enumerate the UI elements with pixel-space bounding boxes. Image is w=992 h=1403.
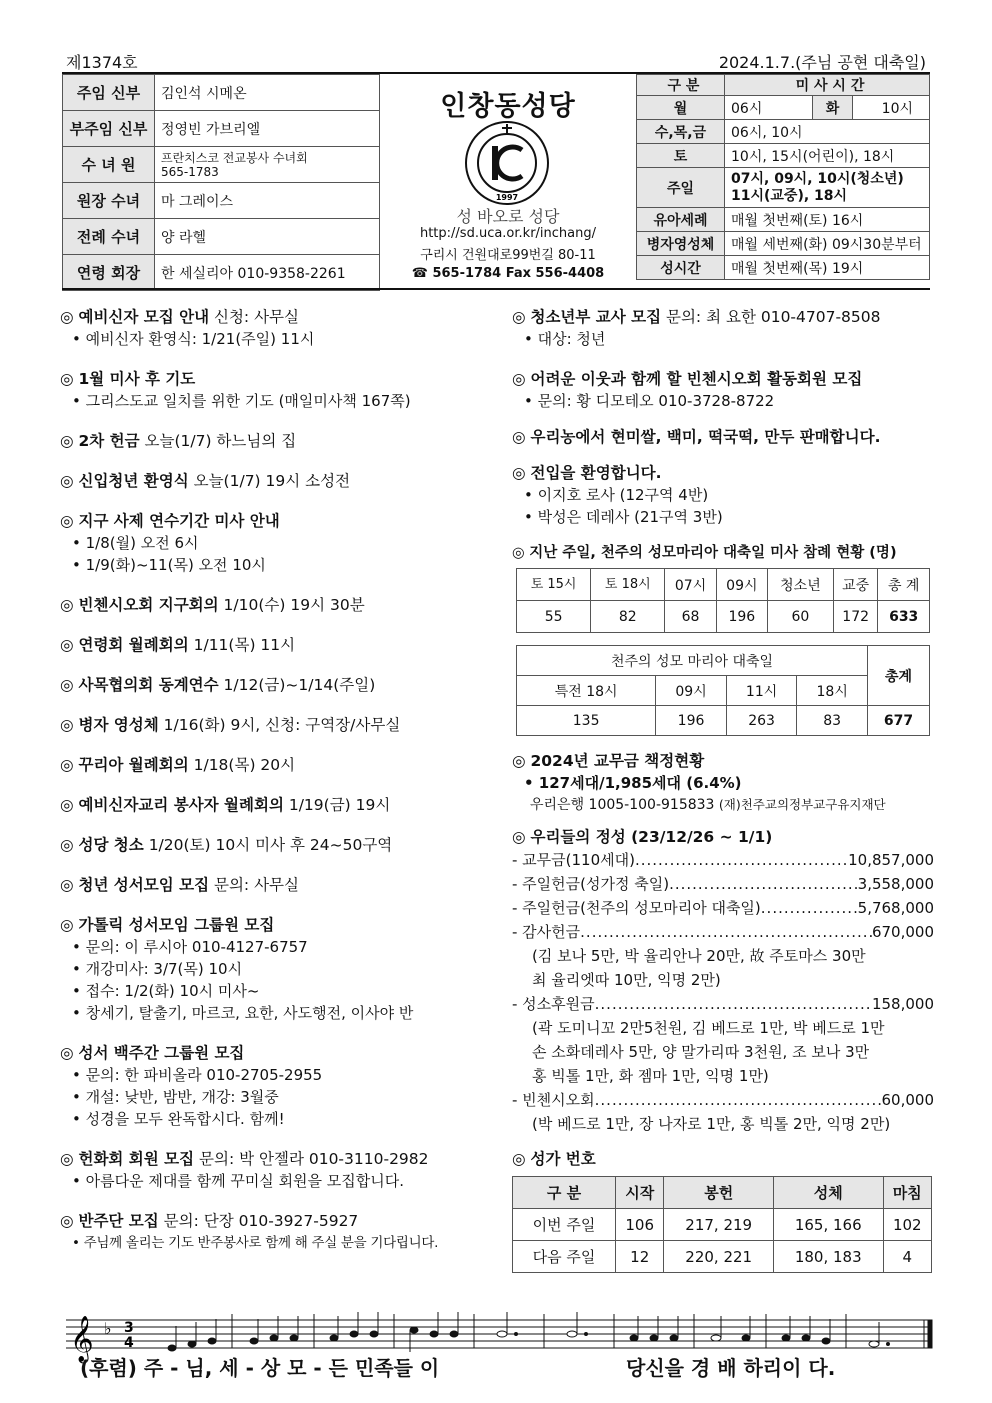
notice-sub: • 이지호 로사 (12구역 4반) <box>524 486 709 504</box>
bullet-icon: ◎ <box>512 464 526 482</box>
staff-name: 마 그레이스 <box>155 183 380 219</box>
notice-title: 1월 미사 후 기도 <box>78 370 196 388</box>
stat-head: 18시 <box>797 676 868 706</box>
notice-item <box>512 826 934 1136</box>
stat-value: 263 <box>726 706 797 736</box>
notice-title: 연령회 월례회의 <box>78 636 189 654</box>
bullet-icon: ◎ <box>512 545 525 561</box>
hymn-head: 마침 <box>883 1177 931 1209</box>
sunday-times-1: 07시, 09시, 10시(청소년) <box>731 170 904 187</box>
notice-item <box>512 542 934 736</box>
bullet-icon: ◎ <box>512 1150 526 1168</box>
notice-title: 지구 사제 연수기간 미사 안내 <box>78 512 280 530</box>
staff-role: 전례 수녀 <box>63 219 155 255</box>
bullet-icon: ◎ <box>60 1150 74 1168</box>
stat-value: 82 <box>591 601 665 633</box>
mass-day: 성시간 <box>637 256 725 280</box>
mass-day: 병자영성체 <box>637 232 725 256</box>
notice-item <box>60 834 500 856</box>
offering-label: - 빈첸시오회 <box>512 1091 595 1109</box>
staff-name: 한 세실리아 010-9358-2261 <box>155 255 380 291</box>
mass-day: 월 <box>637 96 725 120</box>
stat-value: 60 <box>767 601 833 633</box>
stat-total: 677 <box>868 706 930 736</box>
offering-amount: 158,000 <box>871 995 934 1013</box>
notice-sub: • 창세기, 탈출기, 마르코, 요한, 사도행전, 이사야 반 <box>72 1004 414 1022</box>
offering-detail: 손 소화데레사 5만, 양 말가리따 3천원, 조 보나 3만 <box>532 1043 870 1061</box>
mass-head-label: 구 분 <box>637 75 725 96</box>
notice-title: 신입청년 환영식 <box>78 472 189 490</box>
convent-phone: 565-1783 <box>161 164 219 179</box>
notice-detail: 1/18(목) 20시 <box>188 756 296 774</box>
notice-sub: • 개설: 낮반, 밤반, 개강: 3월중 <box>72 1088 279 1106</box>
notice-sub: • 접수: 1/2(화) 10시 미사~ <box>72 982 260 1000</box>
notice-detail: 1/11(목) 11시 <box>188 636 296 654</box>
notice-sub: • 문의: 황 디모테오 010-3728-8722 <box>524 392 775 410</box>
stat-value: 135 <box>517 706 656 736</box>
bullet-icon: ◎ <box>60 916 74 934</box>
offering-row <box>512 848 934 872</box>
notice-title: 가톨릭 성서모임 그룹원 모집 <box>78 916 275 934</box>
offering-label: - 교무금(110세대) <box>512 851 635 869</box>
mass-time: 매월 세번째(화) 09시30분부터 <box>725 232 930 256</box>
logo-year: 1997 <box>495 193 519 202</box>
issue-date: 2024.1.7.(주님 공현 대축일) <box>718 53 926 72</box>
notice-title: 우리농에서 현미쌀, 백미, 떡국떡, 만두 판매합니다. <box>530 428 881 446</box>
hymn-head: 시작 <box>615 1177 663 1209</box>
notices-left <box>60 306 500 1272</box>
bullet-icon: ◎ <box>60 716 74 734</box>
hymn-head: 성체 <box>773 1177 883 1209</box>
notice-sub: • 예비신자 환영식: 1/21(주일) 11시 <box>72 330 315 348</box>
bullet-icon: ◎ <box>512 828 526 846</box>
bullet-icon: ◎ <box>60 512 74 530</box>
notice-title: 전입을 환영합니다. <box>530 464 662 482</box>
notice-item <box>512 750 934 816</box>
staff-name <box>155 147 380 183</box>
offering-amount: 3,558,000 <box>857 875 934 893</box>
notice-title: 청년 성서모임 모집 <box>78 876 210 894</box>
issue-number: 제1374호 <box>66 53 138 72</box>
notice-item <box>60 634 500 656</box>
notice-detail: 1/12(금)~1/14(주일) <box>218 676 376 694</box>
notice-detail: 신청: 사무실 <box>209 308 299 326</box>
mass-head-title: 미 사 시 간 <box>725 75 930 96</box>
staff-name: 양 라헬 <box>155 219 380 255</box>
bullet-icon: ◎ <box>60 308 74 326</box>
notice-title: 청소년부 교사 모집 <box>530 308 662 326</box>
notice-title: 사목협의회 동계연수 <box>78 676 219 694</box>
notice-sub: • 박성은 데레사 (21구역 3반) <box>524 508 723 526</box>
refrain-line-2: 당신을 경 배 하리이 다. <box>626 1356 836 1380</box>
notice-detail: 문의: 사무실 <box>209 876 299 894</box>
bullet-icon: ◎ <box>60 796 74 814</box>
stat-head: 교중 <box>833 569 878 601</box>
staff-role: 주임 신부 <box>63 75 155 111</box>
notice-item <box>60 470 500 492</box>
notice-sub: • 1/8(월) 오전 6시 <box>72 534 199 552</box>
mass-day: 수,목,금 <box>637 120 725 144</box>
notices-right <box>512 306 934 1291</box>
bullet-icon: ◎ <box>60 836 74 854</box>
staff-role: 부주임 신부 <box>63 111 155 147</box>
notice-item <box>60 1210 500 1254</box>
sunday-times-2: 11시(교중), 18시 <box>731 187 848 204</box>
staff-role: 수 녀 원 <box>63 147 155 183</box>
stat-head: 총 계 <box>878 569 930 601</box>
parish-url[interactable]: http://sd.uca.or.kr/inchang/ <box>419 226 597 241</box>
offering-row <box>512 872 934 896</box>
bullet-icon: ◎ <box>60 370 74 388</box>
divider <box>62 288 930 290</box>
staff-name: 김인석 시메온 <box>155 75 380 111</box>
attendance-table <box>516 568 930 633</box>
offering-list <box>512 848 934 1136</box>
notice-sub: • 문의: 이 루시아 010-4127-6757 <box>72 938 308 956</box>
hymn-cell: 다음 주일 <box>513 1241 616 1273</box>
mass-day: 주일 <box>637 168 725 208</box>
offering-detail: 최 율리엣따 10만, 익명 2만) <box>532 971 721 989</box>
notice-item <box>60 754 500 776</box>
stat-value: 68 <box>665 601 716 633</box>
notice-detail: 1/16(화) 9시, 신청: 구역장/사무실 <box>158 716 401 734</box>
refrain-line-1: (후렴) 주 - 님, 세 - 상 모 - 든 민족들 이 <box>80 1356 440 1380</box>
stat-head: 토 18시 <box>591 569 665 601</box>
notice-title: 빈첸시오회 지구회의 <box>78 596 219 614</box>
mass-day: 토 <box>637 144 725 168</box>
notice-title: 성가 번호 <box>530 1150 596 1168</box>
hymn-table <box>512 1176 932 1273</box>
notice-detail: 1/10(수) 19시 30분 <box>218 596 365 614</box>
notice-sub: • 대상: 청년 <box>524 330 606 348</box>
stat-head: 총계 <box>868 646 930 706</box>
offering-label: - 주일헌금(성가정 축일) <box>512 875 670 893</box>
stat-head: 특전 18시 <box>517 676 656 706</box>
mass-time: 06시, 10시 <box>725 120 930 144</box>
mass-time: 10시 <box>853 96 930 120</box>
notice-item <box>60 914 500 1024</box>
staff-table <box>62 74 380 291</box>
notice-title: 지난 주일, 천주의 성모마리아 대축일 미사 참례 현황 (명) <box>529 545 897 561</box>
hymn-head: 봉헌 <box>664 1177 774 1209</box>
stat-head: 11시 <box>726 676 797 706</box>
mass-time <box>725 168 930 208</box>
hymn-cell: 102 <box>883 1209 931 1241</box>
bullet-icon: ◎ <box>60 472 74 490</box>
mass-day: 유아세례 <box>637 208 725 232</box>
hymn-cell: 217, 219 <box>664 1209 774 1241</box>
notice-detail: 1/20(토) 10시 미사 후 24~50구역 <box>143 836 393 854</box>
stat-head: 청소년 <box>767 569 833 601</box>
hymn-cell: 12 <box>615 1241 663 1273</box>
hymn-cell: 4 <box>883 1241 931 1273</box>
parish-phone: ☎ 565-1784 Fax 556-4408 <box>411 266 605 281</box>
stat-total: 633 <box>878 601 930 633</box>
bullet-icon: ◎ <box>60 876 74 894</box>
notice-sub: • 성경을 모두 완독합시다. 함께! <box>72 1110 285 1128</box>
bullet-icon: ◎ <box>512 428 526 446</box>
stat-head: 09시 <box>656 676 727 706</box>
offering-label: - 감사헌금 <box>512 923 581 941</box>
notice-detail: 오늘(1/7) 19시 소성전 <box>188 472 351 490</box>
bullet-icon: ◎ <box>60 596 74 614</box>
hymn-cell: 이번 주일 <box>513 1209 616 1241</box>
flat-icon: ♭ <box>104 1319 112 1338</box>
notice-item <box>60 874 500 896</box>
bullet-icon: ◎ <box>60 676 74 694</box>
hymn-cell: 165, 166 <box>773 1209 883 1241</box>
stat-value: 172 <box>833 601 878 633</box>
offering-amount: 10,857,000 <box>848 851 934 869</box>
bullet-icon: ◎ <box>60 1212 74 1230</box>
header-bar <box>62 48 930 72</box>
notice-sub: • 아름다운 제대를 함께 꾸미실 회원을 모집합니다. <box>72 1172 405 1190</box>
notice-sub: • 1/9(화)~11(목) 오전 10시 <box>72 556 266 574</box>
offering-detail: (김 보나 5만, 박 율리안나 20만, 故 주토마스 30만 <box>532 947 866 965</box>
offering-row <box>512 1088 934 1112</box>
notice-sub: • 문의: 한 파비올라 010-2705-2955 <box>72 1066 323 1084</box>
notice-detail: 문의: 단장 010-3927-5927 <box>158 1212 359 1230</box>
mass-time: 10시, 15시(어린이), 18시 <box>725 144 930 168</box>
bullet-icon: ◎ <box>512 752 526 770</box>
bullet-icon: ◎ <box>60 432 74 450</box>
notice-sub: • 그리스도교 일치를 위한 기도 (매일미사책 167쪽) <box>72 392 411 410</box>
notice-title: 성서 백주간 그룹원 모집 <box>78 1044 245 1062</box>
treble-clef-icon: 𝄞 <box>70 1316 94 1362</box>
bullet-icon: ◎ <box>60 756 74 774</box>
parish-address: 구리시 건원대로99번길 80-11 <box>420 248 596 263</box>
time-sig-top: 3 <box>124 1320 134 1336</box>
notice-title: 2차 헌금 <box>78 432 140 450</box>
bank-holder: (재)천주교의정부교구유지재단 <box>718 797 886 812</box>
parish-logo-icon <box>464 120 550 206</box>
offering-detail: 홍 빅톨 1만, 화 젬마 1만, 익명 1만) <box>532 1067 769 1085</box>
mass-time: 06시 <box>725 96 813 120</box>
offering-label: - 주일헌금(천주의 성모마리아 대축일) <box>512 899 761 917</box>
offering-detail: (박 베드로 1만, 장 나자로 1만, 홍 빅톨 2만, 익명 2만) <box>532 1115 891 1133</box>
time-sig-bottom: 4 <box>124 1335 134 1351</box>
bullet-icon: ◎ <box>512 308 526 326</box>
bullet-icon: ◎ <box>512 370 526 388</box>
notice-title: 반주단 모집 <box>78 1212 159 1230</box>
notice-item <box>512 368 934 412</box>
offering-row <box>512 896 934 920</box>
notice-detail: 문의: 최 요한 010-4707-8508 <box>661 308 881 326</box>
bullet-icon: ◎ <box>60 1044 74 1062</box>
hymn-cell: 180, 183 <box>773 1241 883 1273</box>
staff-role: 연령 회장 <box>63 255 155 291</box>
notice-title: 병자 영성체 <box>78 716 159 734</box>
stat-value: 55 <box>517 601 591 633</box>
stat-value: 196 <box>716 601 767 633</box>
notice-title: 어려운 이웃과 함께 할 빈첸시오회 활동회원 모집 <box>530 370 863 388</box>
mass-time: 매월 첫번째(목) 19시 <box>725 256 930 280</box>
offering-detail: (곽 도미니꼬 2만5천원, 김 베드로 1만, 박 베드로 1만 <box>532 1019 885 1037</box>
notice-item <box>512 426 934 448</box>
patron-name: 성 바오로 성당 <box>456 207 560 226</box>
notice-item <box>60 594 500 616</box>
convent-name: 프란치스코 전교봉사 수녀회 <box>161 150 308 165</box>
notice-title: 예비신자교리 봉사자 월례회의 <box>78 796 284 814</box>
notice-detail: 문의: 박 안젤라 010-3110-2982 <box>194 1150 429 1168</box>
stat-value: 196 <box>656 706 727 736</box>
offering-row <box>512 920 934 944</box>
notice-item <box>60 1148 500 1192</box>
parish-info <box>382 74 634 288</box>
notice-detail: 오늘(1/7) 하느님의 집 <box>139 432 297 450</box>
hymn-cell: 106 <box>615 1209 663 1241</box>
offering-amount: 5,768,000 <box>857 899 934 917</box>
notice-item <box>512 306 934 350</box>
stat-head: 천주의 성모 마리아 대축일 <box>517 646 868 676</box>
notice-item <box>60 1042 500 1130</box>
notice-title: 2024년 교무금 책정현황 <box>530 752 705 770</box>
notice-sub: • 주님께 올리는 기도 반주봉사로 함께 해 주실 분을 기다립니다. <box>72 1235 439 1251</box>
notice-item <box>60 430 500 452</box>
notice-item <box>60 306 500 350</box>
mass-time: 매월 첫번째(토) 16시 <box>725 208 930 232</box>
bullet-icon: ◎ <box>60 636 74 654</box>
mass-day: 화 <box>813 96 853 120</box>
bank-account: 우리은행 1005-100-915833 <box>530 797 715 813</box>
notice-item <box>60 510 500 576</box>
notice-item <box>60 674 500 696</box>
offering-amount: 670,000 <box>871 923 934 941</box>
stat-head: 토 15시 <box>517 569 591 601</box>
offering-amount: 60,000 <box>881 1091 934 1109</box>
offering-row <box>512 992 934 1016</box>
offering-label: - 성소후원금 <box>512 995 595 1013</box>
stat-head: 07시 <box>665 569 716 601</box>
notice-item <box>512 462 934 528</box>
mass-schedule-table <box>636 74 930 280</box>
notice-sub: • 127세대/1,985세대 (6.4%) <box>524 774 742 792</box>
notice-item <box>60 794 500 816</box>
notice-item <box>512 1148 934 1273</box>
notice-detail: 1/19(금) 19시 <box>283 796 391 814</box>
feast-attendance-table <box>516 645 930 736</box>
hymn-cell: 220, 221 <box>664 1241 774 1273</box>
notice-title: 예비신자 모집 안내 <box>78 308 210 326</box>
stat-value: 83 <box>797 706 868 736</box>
notes <box>168 1312 932 1352</box>
parish-name: 인창동성당 <box>440 91 576 122</box>
notice-item <box>60 368 500 412</box>
staff-name: 정영빈 가브리엘 <box>155 111 380 147</box>
stat-head: 09시 <box>716 569 767 601</box>
notice-title: 우리들의 정성 (23/12/26 ~ 1/1) <box>530 828 773 846</box>
hymn-head: 구 분 <box>513 1177 616 1209</box>
notice-title: 꾸리아 월례회의 <box>78 756 189 774</box>
notice-sub: • 개강미사: 3/7(목) 10시 <box>72 960 243 978</box>
notice-title: 성당 청소 <box>78 836 144 854</box>
notice-item <box>60 714 500 736</box>
staff-role: 원장 수녀 <box>63 183 155 219</box>
notice-title: 헌화회 회원 모집 <box>78 1150 195 1168</box>
